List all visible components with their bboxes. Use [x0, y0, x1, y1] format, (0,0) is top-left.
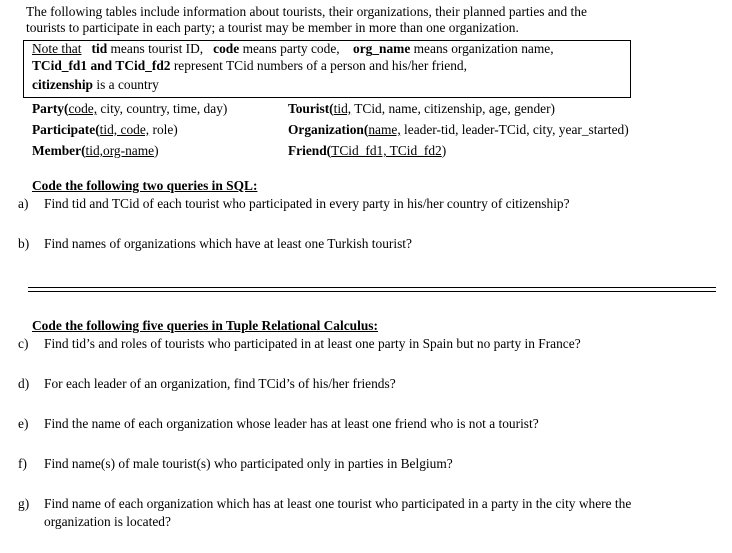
- note-line-3: [32, 77, 159, 93]
- schema-tourist: [288, 101, 555, 117]
- organization-table-name: Organization(: [288, 122, 369, 137]
- friend-table-name: Friend(: [288, 143, 332, 158]
- question-d-label: d): [18, 376, 30, 391]
- note-orgname-term: org_name: [353, 41, 411, 56]
- note-fd-desc: represent TCid numbers of a person and his/her friend,: [173, 58, 467, 73]
- question-c-text: Find tid’s and roles of tourists who participated in at least one party in Spain but no party in France?: [44, 336, 581, 351]
- intro-paragraph: [26, 4, 587, 36]
- question-a-text: Find tid and TCid of each tourist who participated in every party in his/her country of citizenship?: [44, 196, 570, 211]
- question-e-label: e): [18, 416, 29, 431]
- party-key: code,: [68, 101, 98, 116]
- participate-table-name: Participate(: [32, 122, 100, 137]
- question-b-text: Find names of organizations which have at least one Turkish tourist?: [44, 236, 412, 251]
- participate-attributes: role): [149, 122, 178, 137]
- member-table-name: Member(: [32, 143, 86, 158]
- sql-heading: Code the following two queries in SQL:: [32, 178, 258, 193]
- question-g-text-continued: organization is located?: [44, 514, 171, 529]
- friend-attributes: ): [441, 143, 447, 158]
- question-f-text: Find name(s) of male tourist(s) who participated only in parties in Belgium?: [44, 456, 453, 471]
- note-citizenship-term: citizenship: [32, 77, 94, 92]
- note-fd2-term: TCid_fd2: [115, 58, 171, 73]
- schema-friend: [288, 143, 446, 159]
- note-label: Note that: [32, 41, 82, 56]
- note-fd1-term: TCid_fd1: [32, 58, 88, 73]
- question-c-label: c): [18, 336, 29, 351]
- organization-attributes: leader-tid, leader-TCid, city, year_started): [400, 122, 629, 137]
- schema-participate: [32, 122, 178, 138]
- schema-party: [32, 101, 227, 117]
- note-tid-term: tid: [91, 41, 108, 56]
- question-a-label: a): [18, 196, 29, 211]
- question-d-text: For each leader of an organization, find TCid’s of his/her friends?: [44, 376, 396, 391]
- party-table-name: Party(: [32, 101, 69, 116]
- schema-organization: [288, 122, 629, 138]
- question-g-text: Find name of each organization which has at least one tourist who participated in a party in the city where the: [44, 496, 632, 511]
- tourist-attributes: TCid, name, citizenship, age, gender): [351, 101, 556, 116]
- note-code-desc: means party code,: [242, 41, 340, 56]
- member-key: tid,org-name: [85, 143, 155, 158]
- note-orgname-desc: means organization name,: [413, 41, 554, 56]
- intro-line-2: tourists to participate in each party; a tourist may be member in more than one organization.: [26, 20, 519, 35]
- note-line-2: [32, 58, 467, 74]
- party-attributes: city, country, time, day): [97, 101, 228, 116]
- note-citizenship-desc: is a country: [96, 77, 159, 92]
- schema-member: [32, 143, 159, 159]
- tourist-table-name: Tourist(: [288, 101, 334, 116]
- friend-key: TCid_fd1, TCid_fd2: [331, 143, 442, 158]
- note-tid-desc: means tourist ID,: [110, 41, 204, 56]
- organization-key: name,: [368, 122, 401, 137]
- question-e-text: Find the name of each organization whose leader has at least one friend who is not a tourist?: [44, 416, 539, 431]
- question-b-label: b): [18, 236, 30, 251]
- question-f-label: f): [18, 456, 27, 471]
- participate-key: tid, code,: [99, 122, 150, 137]
- question-g-label: g): [18, 496, 30, 511]
- tourist-key: tid,: [333, 101, 352, 116]
- note-code-term: code: [213, 41, 240, 56]
- trc-heading: Code the following five queries in Tuple Relational Calculus:: [32, 318, 378, 333]
- divider-top: [28, 287, 716, 288]
- note-and: and: [90, 58, 113, 73]
- divider-bottom: [28, 291, 716, 292]
- member-attributes: ): [154, 143, 159, 158]
- note-line-1: [32, 41, 554, 57]
- intro-line-1: The following tables include information about tourists, their organizations, their planned parties and the: [26, 4, 587, 19]
